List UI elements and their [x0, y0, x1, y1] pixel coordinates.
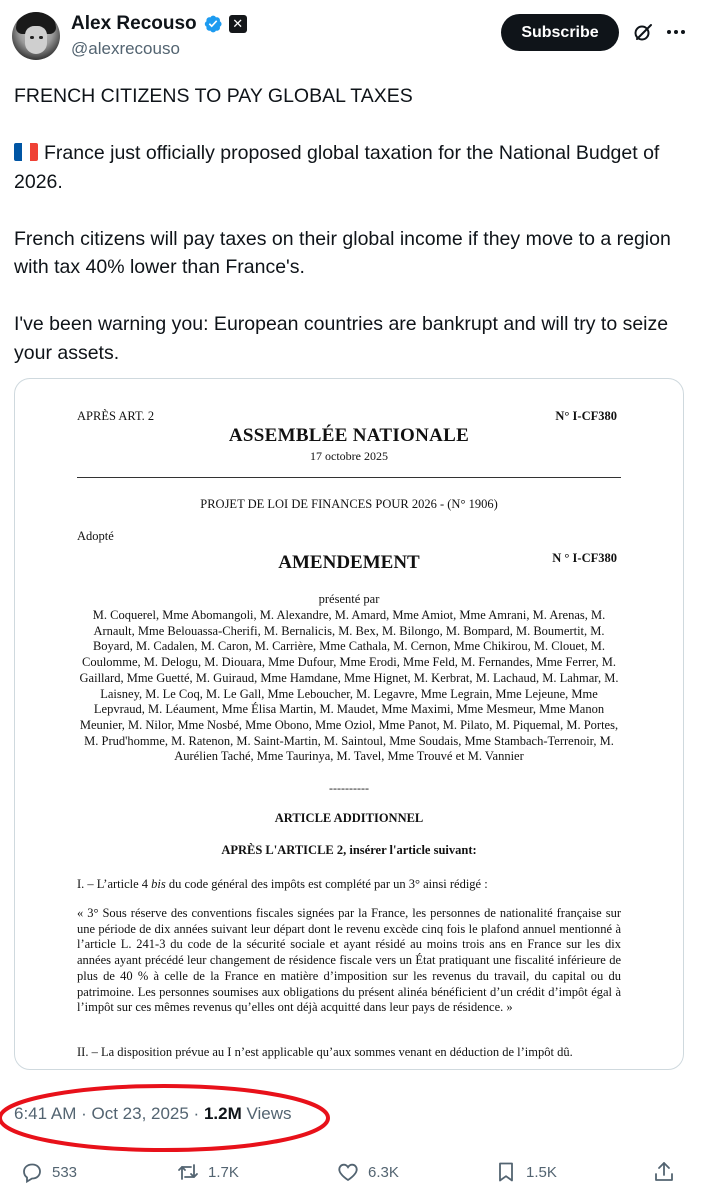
- share-button[interactable]: [652, 1160, 676, 1184]
- share-icon: [652, 1160, 676, 1184]
- tweet-date[interactable]: Oct 23, 2025: [91, 1104, 189, 1123]
- doc-authors: M. Coquerel, Mme Abomangoli, M. Alexandre, M. Amard, Mme Amiot, Mme Amrani, M. Arenas, M. Arnault, Mme Belouassa-Cherifi, M. Bernalicis, M. Bex, M. Bilongo, M. Bompard, M. Boumertit, M. Boyard, M. Cadalen, M. Caron, M. Carrière, Mme Cathala, M. Cernon, Mme Chikirou, M. Clouet, M. Coulomme, M. Delogu, M. Diouara, Mme Dufour, Mme Erodi, Mme Feld, M. Fernandes, Mme Ferrer, M. Gaillard, Mme Guetté, M. Guiraud, Mme Hamdane, Mme Hignet, M. Kerbrat, M. Lachaud, M. Lahmar, M. Laisney, M. Le Coq, M. Le Gall, Mme Leboucher, M. Legavre, Mme Legrain, Mme Lejeune, Mme Lepvraud, M. Léaument, Mme Élisa Martin, M. Maudet, Mme Maximi, Mme Mesmeur, Mme Manon Meunier, M. Nilor, Mme Nosbé, Mme Obono, Mme Oziol, Mme Panot, M. Pilato, M. Piquemal, M. Portes, M. Prud'homme, M. Ratenon, M. Saint-Martin, M. Saintoul, Mme Soudais, Mme Stambach-Terrenoir, M. Aurélien Taché, Mme Taurinya, M. Tavel, Mme Trouvé et M. Vannier: [79, 608, 619, 764]
- red-annotation-ellipse: [0, 1082, 334, 1154]
- repost-count: 1.7K: [208, 1163, 239, 1181]
- doc-assemblee-title: ASSEMBLÉE NATIONALE: [228, 425, 470, 446]
- like-button[interactable]: [336, 1160, 399, 1184]
- more-options-icon[interactable]: [664, 20, 688, 44]
- repost-button[interactable]: [176, 1160, 239, 1184]
- bookmark-count: 1.5K: [526, 1163, 557, 1181]
- reply-button[interactable]: [20, 1160, 77, 1184]
- avatar[interactable]: [12, 12, 60, 60]
- author-name-row: [71, 13, 247, 35]
- like-count: 6.3K: [368, 1163, 399, 1181]
- doc-paragraph-2: « 3° Sous réserve des conventions fiscales signées par la France, les personnes de nationalité française sur une période de dix années suivant leur départ dont le revenu excède cinq fois le plafond annuel mentionné à l’article L. 241-3 du code de la sécurité sociale et ayant résidé au moins trois ans en France sur les dix années ayant précédé leur changement de résidence fiscale vers un État pratiquant une fiscalité inférieure de plus de 40 % à celle de la France en matière d’imposition sur les revenus du travail, du capital ou du patrimoine. Les personnes soumises aux obligations du présent alinéa bénéficient d’un crédit d’impôt égal à l’impôt sur ces mêmes revenus qu’elles ont déjà acquitté dans leur pays de résidence. »: [77, 906, 621, 1015]
- doc-dashes: ----------: [329, 781, 369, 795]
- tweet-paragraph: France just officially proposed global taxation for the National Budget of 2026.: [14, 142, 660, 193]
- doc-adopte: Adopté: [77, 529, 114, 543]
- doc-presente: présenté par: [318, 592, 380, 606]
- doc-date: 17 octobre 2025: [310, 449, 388, 463]
- doc-apres-article: APRÈS L'ARTICLE 2, insérer l'article suivant:: [221, 843, 477, 857]
- subscribe-button[interactable]: Subscribe: [501, 14, 619, 51]
- grok-icon[interactable]: [631, 20, 655, 44]
- author-handle[interactable]: @alexrecouso: [71, 39, 180, 58]
- tweet-meta: 6:41 AM · Oct 23, 2025 · 1.2M Views: [14, 1104, 292, 1123]
- amendment-document: [15, 379, 683, 1069]
- x-affiliate-icon: ✕: [229, 15, 247, 33]
- repost-icon: [176, 1160, 200, 1184]
- attached-document-image[interactable]: [14, 378, 684, 1070]
- doc-amendement-title: AMENDEMENT: [278, 552, 420, 573]
- tweet-paragraph: French citizens will pay taxes on their global income if they move to a region with tax 40% lower than France's.: [14, 227, 671, 278]
- bookmark-icon: [494, 1160, 518, 1184]
- doc-divider: [77, 477, 621, 478]
- views-label: Views: [241, 1104, 292, 1123]
- doc-paragraph-3: II. – La disposition prévue au I n’est applicable qu’aux sommes venant en déduction de l’impôt dû.: [77, 1045, 573, 1059]
- reply-count: 533: [52, 1163, 78, 1181]
- tweet-headline: FRENCH CITIZENS TO PAY GLOBAL TAXES: [14, 85, 413, 107]
- author-name[interactable]: Alex Recouso: [71, 13, 197, 34]
- france-flag-icon: [14, 143, 38, 161]
- doc-article-heading: ARTICLE ADDITIONNEL: [274, 811, 424, 825]
- tweet-time[interactable]: 6:41 AM: [14, 1104, 77, 1123]
- bookmark-button[interactable]: [494, 1160, 557, 1184]
- doc-paragraph-1: I. – L’article 4 bis du code général des impôts est complété par un 3° ainsi rédigé :: [77, 877, 488, 891]
- tweet-text: [14, 82, 690, 367]
- doc-projet: PROJET DE LOI DE FINANCES POUR 2026 - (N° 1906): [200, 497, 498, 511]
- tweet-header: [0, 0, 702, 70]
- doc-number: N° I-CF380: [555, 409, 617, 423]
- doc-apres-art: APRÈS ART. 2: [77, 409, 155, 423]
- views-count: 1.2M: [203, 1104, 242, 1123]
- doc-number-2: N ° I-CF380: [552, 551, 617, 565]
- verified-badge-icon: [203, 14, 223, 34]
- tweet-paragraph: I've been warning you: European countries are bankrupt and will try to seize your assets.: [14, 313, 669, 364]
- action-bar: [0, 1160, 702, 1190]
- reply-icon: [20, 1160, 44, 1184]
- heart-icon: [336, 1160, 360, 1184]
